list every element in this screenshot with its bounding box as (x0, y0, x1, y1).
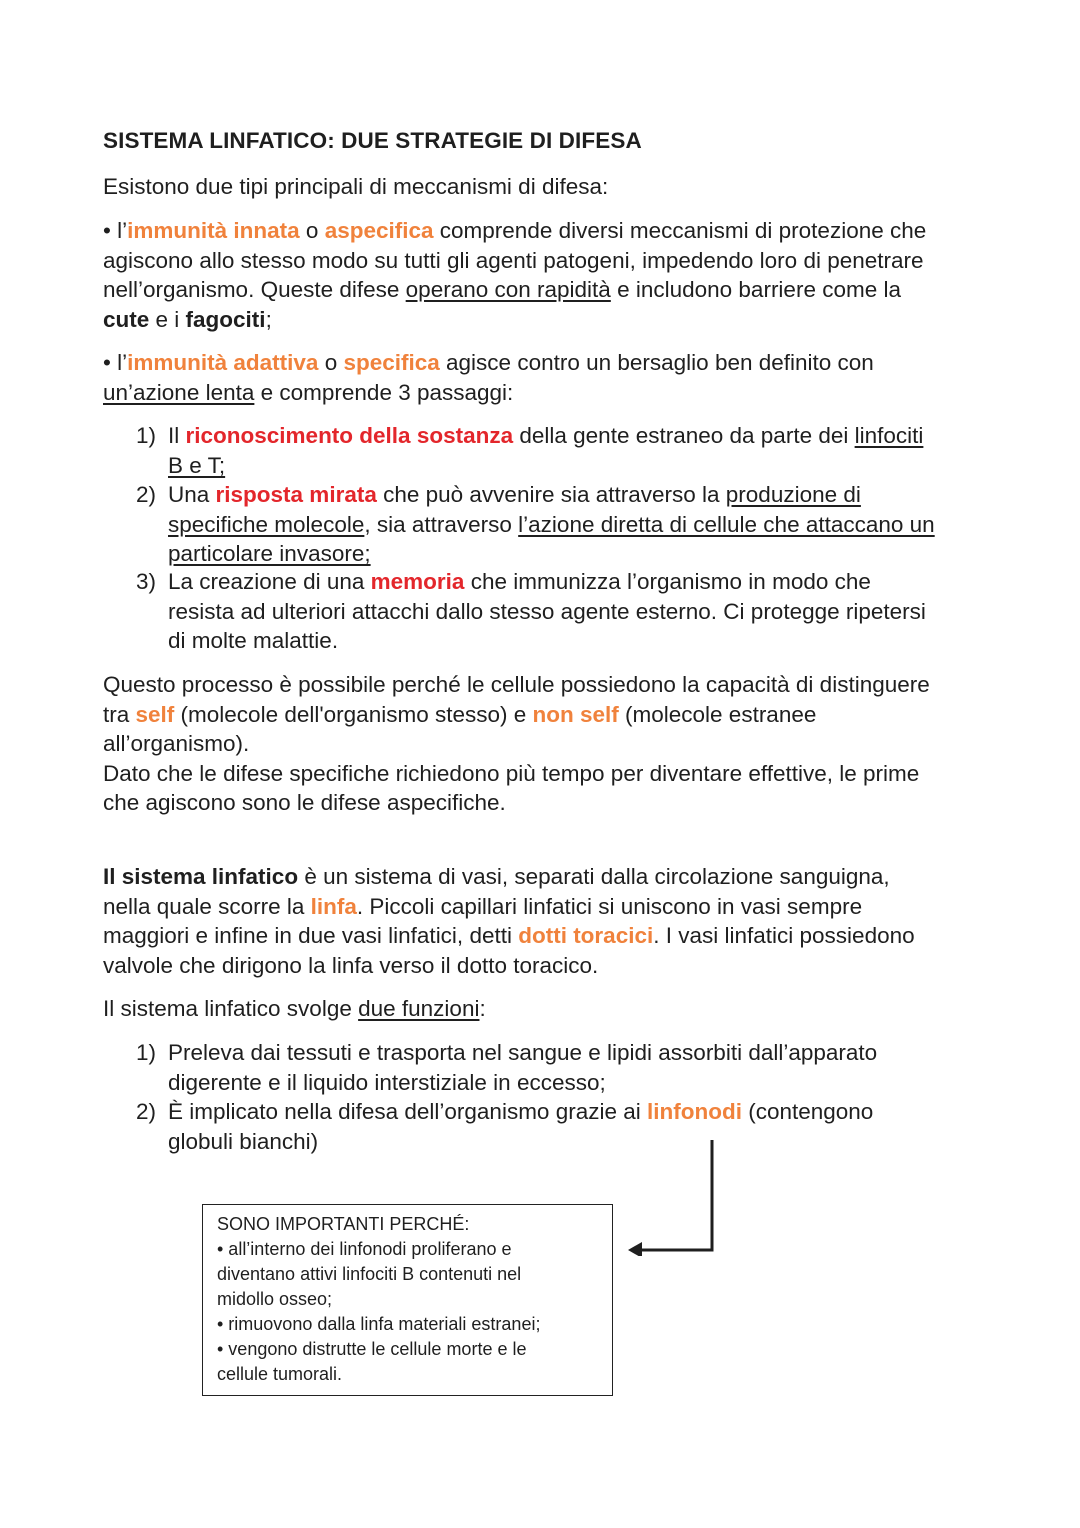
step-3-line-1: La creazione di una memoria che immunizza l’organismo in modo che (168, 569, 871, 594)
intro-text: Esistono due tipi principali di meccanismi di difesa: (103, 174, 609, 199)
keyword-dotti-toracici: dotti toracici (518, 923, 654, 948)
keyword-linfonodi: linfonodi (647, 1099, 742, 1124)
process-line-2: tra self (molecole dell'organismo stesso) e non self (molecole estranee (103, 701, 817, 727)
keyword-fagociti: fagociti (185, 306, 266, 332)
lymph-line-2: nella quale scorre la linfa. Piccoli capillari linfatici si uniscono in vasi sempre (103, 893, 863, 919)
keyword-immunita-innata: immunità innata (127, 218, 300, 243)
functions-intro: Il sistema linfatico svolge due funzioni: (103, 996, 486, 1021)
page-title: SISTEMA LINFATICO: DUE STRATEGIE DI DIFESA (103, 128, 642, 153)
note-box-line: • all’interno dei linfonodi proliferano e (217, 1239, 512, 1259)
process-line-3: all’organismo). (103, 731, 250, 756)
step-2-line-1: Una risposta mirata che può avvenire sia attraverso la produzione di (168, 482, 861, 507)
note-box-line: midollo osseo; (217, 1289, 333, 1309)
note-box-line: cellule tumorali. (217, 1364, 343, 1384)
lymph-line-1: Il sistema linfatico è un sistema di vasi, separati dalla circolazione sanguigna, (103, 864, 890, 889)
step-2-line-3: particolare invasore; (168, 541, 371, 566)
step-1-number: 1) (136, 423, 157, 448)
process-line-4: Dato che le difese specifiche richiedono più tempo per diventare effettive, le prime (103, 760, 920, 786)
step-3-number: 3) (136, 569, 157, 594)
step-1-line-1: Il riconoscimento della sostanza della gente estraneo da parte dei linfociti (168, 423, 924, 448)
adaptive-line-2: un’azione lenta e comprende 3 passaggi: (103, 379, 514, 405)
step-2-number: 2) (136, 482, 157, 507)
step-1-line-2: B e T; (168, 452, 226, 478)
function-1-number: 1) (136, 1040, 157, 1065)
innate-line-2: agiscono allo stesso modo su tutti gli agenti patogeni, impedendo loro di penetrare (103, 247, 924, 273)
note-box-heading: SONO IMPORTANTI PERCHÉ: (217, 1214, 470, 1234)
note-box-line: • vengono distrutte le cellule morte e le (217, 1339, 527, 1359)
process-line-5: che agiscono sono le difese aspecifiche. (103, 790, 506, 815)
note-box (202, 1204, 613, 1396)
keyword-non-self: non self (532, 701, 619, 727)
underline-azione-lenta: un’azione lenta (103, 379, 255, 405)
keyword-memoria: memoria (370, 569, 465, 594)
step-2-line-2: specifiche molecole, sia attraverso l’azione diretta di cellule che attaccano un (168, 511, 935, 537)
keyword-specifica: specifica (343, 350, 440, 375)
keyword-risposta-mirata: risposta mirata (215, 482, 377, 507)
process-line-1: Questo processo è possibile perché le cellule possiedono la capacità di distinguere (103, 672, 930, 697)
function-2-line-1: È implicato nella difesa dell’organismo grazie ai linfonodi (contengono (168, 1099, 874, 1124)
underline-rapidita: operano con rapidità (405, 277, 611, 302)
keyword-linfa: linfa (310, 893, 357, 919)
adaptive-line-1: • l’immunità adattiva o specifica agisce contro un bersaglio ben definito con (103, 350, 874, 375)
function-2-line-2: globuli bianchi) (168, 1128, 319, 1154)
underline-due-funzioni: due funzioni (358, 996, 480, 1021)
function-2-number: 2) (136, 1099, 157, 1124)
lymph-line-4: valvole che dirigono la linfa verso il dotto toracico. (103, 952, 599, 978)
innate-line-1: • l’immunità innata o aspecifica comprende diversi meccanismi di protezione che (103, 218, 927, 243)
innate-line-4: cute e i fagociti; (103, 306, 272, 332)
keyword-riconoscimento: riconoscimento della sostanza (185, 423, 514, 448)
keyword-immunita-adattiva: immunità adattiva (127, 350, 319, 375)
function-1-line-2: digerente e il liquido interstiziale in eccesso; (168, 1069, 606, 1095)
lymph-line-3: maggiori e infine in due vasi linfatici, detti dotti toracici. I vasi linfatici possiedono (103, 923, 915, 948)
function-1-line-1: Preleva dai tessuti e trasporta nel sangue e lipidi assorbiti dall’apparato (168, 1040, 878, 1065)
innate-line-3: nell’organismo. Queste difese operano con rapidità e includono barriere come la (103, 277, 901, 302)
step-3-line-3: di molte malattie. (168, 628, 339, 653)
note-box-line: diventano attivi linfociti B contenuti nel (217, 1264, 522, 1284)
keyword-self: self (135, 701, 175, 727)
keyword-cute: cute (103, 306, 150, 332)
note-box-line: • rimuovono dalla linfa materiali estranei; (217, 1314, 541, 1334)
keyword-sistema-linfatico: Il sistema linfatico (103, 864, 299, 889)
keyword-aspecifica: aspecifica (324, 218, 434, 243)
step-3-line-2: resista ad ulteriori attacchi dallo stesso agente esterno. Ci protegge ripetersi (168, 598, 926, 624)
arrow-left-icon (620, 1136, 720, 1256)
